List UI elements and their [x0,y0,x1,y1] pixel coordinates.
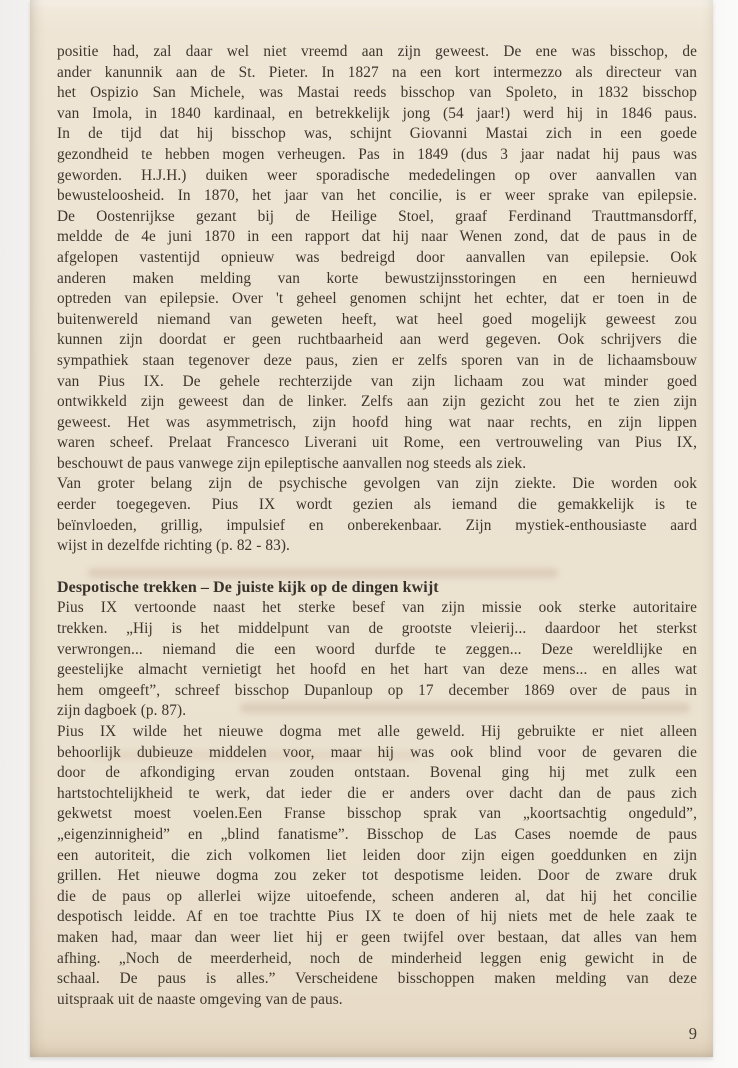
text-line: Pius IX vertoonde naast het sterke besef van zijn missie ook sterke autoritaire [57,599,697,617]
text-line: behoorlijk dubieuze middelen voor, maar hij was ook blind voor de gevaren die [57,743,697,761]
text-line: sympathiek staan tegenover deze paus, zien er zelfs sporen van in de lichaamsbouw [57,351,697,369]
text-line: despotisch leidde. Af en toe trachtte Pius IX te doen of hij niets met de hele zaak te [57,908,697,926]
text-line: hem omgeeft”, schreef bisschop Dupanloup op 17 december 1869 over de paus in [57,681,697,699]
text-line: afhing. „Noch de meerderheid, noch de minderheid leggen enig gewicht in de [57,949,697,967]
text-line: gezondheid te hebben mogen verheugen. Pas in 1849 (dus 3 jaar nadat hij paus was [57,145,697,163]
text-line: waren scheef. Prelaat Francesco Liverani uit Rome, een vertrouweling van Pius IX, [57,434,697,452]
text-line: positie had, zal daar wel niet vreemd aan zijn geweest. De ene was bisschop, de [57,43,697,60]
text-line: „eigenzinnigheid” en „blind fanatisme”. Bisschop de Las Cases noemde de paus [57,825,697,843]
text-line: een autoriteit, die zich volkomen liet leiden door zijn eigen goeddunken en zijn [57,846,697,864]
text-line: door de afkondiging ervan zouden ontstaan. Bovenal ging hij met zulk een [57,764,697,782]
text-line: van Pius IX. De gehele rechterzijde van zijn lichaam zou wat minder goed [57,372,697,390]
text-line: verwrongen... niemand die een woord durfde te zeggen... Deze wereldlijke en [57,640,697,658]
text-line: In de tijd dat hij bisschop was, schijnt Giovanni Mastai zich in een goede [57,125,697,143]
text-line: wijst in dezelfde richting (p. 82 - 83). [57,537,290,555]
text-line: schaal. De paus is alles.” Verscheidene bisschoppen maken melding van deze [57,970,697,988]
text-line: geweest. Het was asymmetrisch, zijn hoofd hing wat naar rechts, en zijn lippen [57,413,697,431]
text-line: anderen maken melding van korte bewustzijnsstoringen en een hernieuwd [57,269,697,287]
text-line: optreden van epilepsie. Over 't geheel genomen schijnt het echter, dat er toen in de [57,290,697,308]
text-line: geestelijke almacht vernietigt het hoofd en het hart van deze mens... en alles wat [57,661,697,679]
text-line: meldde de 4e juni 1870 in een rapport dat hij naar Wenen zond, dat de paus in de [57,228,697,246]
text-line: eerder toegegeven. Pius IX wordt gezien als iemand die gemakkelijk is te [57,496,697,514]
text-line: maken had, maar dan weer liet hij er geen twijfel over bestaan, dat alles van hem [57,928,697,946]
text-line: geworden. H.J.H.) duiken weer sporadische mededelingen op over aanvallen van [57,166,697,184]
text-line: bewusteloosheid. In 1870, het jaar van het concilie, is er weer sprake van epilepsie. [57,187,697,205]
text-line: hartstochtelijkheid te werk, dat ieder die er anders over dacht dan de paus zich [57,784,697,802]
section-heading: Despotische trekken – De juiste kijk op de dingen kwijt [57,578,439,596]
text-line: Pius IX wilde het nieuwe dogma met alle geweld. Hij gebruikte er niet alleen [57,723,697,740]
text-line: het Ospizio San Michele, was Mastai reeds bisschop van Spoleto, in 1832 bisschop [57,84,697,102]
text-line: De Oostenrijkse gezant bij de Heilige Stoel, graaf Ferdinand Trauttmansdorff, [57,207,697,225]
text-line: Van groter belang zijn de psychische gevolgen van zijn ziekte. Die worden ook [57,475,697,493]
text-line: beschouwt de paus vanwege zijn epileptische aanvallen nog steeds als ziek. [57,454,527,472]
text-line: uitspraak uit de naaste omgeving van de paus. [57,990,343,1008]
page-text [57,42,697,1010]
text-line: buitenwereld niemand van geweten heeft, wat heel goed mogelijk geweest zou [57,310,697,328]
text-line: zijn dagboek (p. 87). [57,702,187,720]
book-page [30,0,713,1057]
text-line: ontwikkeld zijn geweest dan de linker. Zelfs aan zijn gezicht zou het te zien zijn [57,393,697,411]
page-number: 9 [688,1024,697,1043]
text-line: ander kanunnik aan de St. Pieter. In 1827 na een kort intermezzo als directeur van [57,63,697,81]
text-line: van Imola, in 1840 kardinaal, en betrekkelijk jong (54 jaar!) werd hij in 1846 paus. [57,104,697,122]
text-line: grillen. Het nieuwe dogma zou zeker tot despotisme leiden. Door de zware druk [57,867,697,885]
text-line: die de paus op allerlei wijze uitoefende, scheen anderen al, dat hij het concilie [57,887,697,905]
text-line: trekken. „Hij is het middelpunt van de grootste vleierij... daardoor het sterkst [57,620,697,638]
text-line: kunnen zijn doordat er geen ruchtbaarheid aan werd gegeven. Ook schrijvers die [57,331,697,349]
text-line: beïnvloeden, grillig, impulsief en onberekenbaar. Zijn mystiek-enthousiaste aard [57,516,697,534]
text-line: gekwetst moest voelen.Een Franse bisschop sprak van „koortsachtig ongeduld”, [57,805,697,823]
text-line: afgelopen vastentijd opnieuw was bedreigd door aanvallen van epilepsie. Ook [57,248,697,266]
